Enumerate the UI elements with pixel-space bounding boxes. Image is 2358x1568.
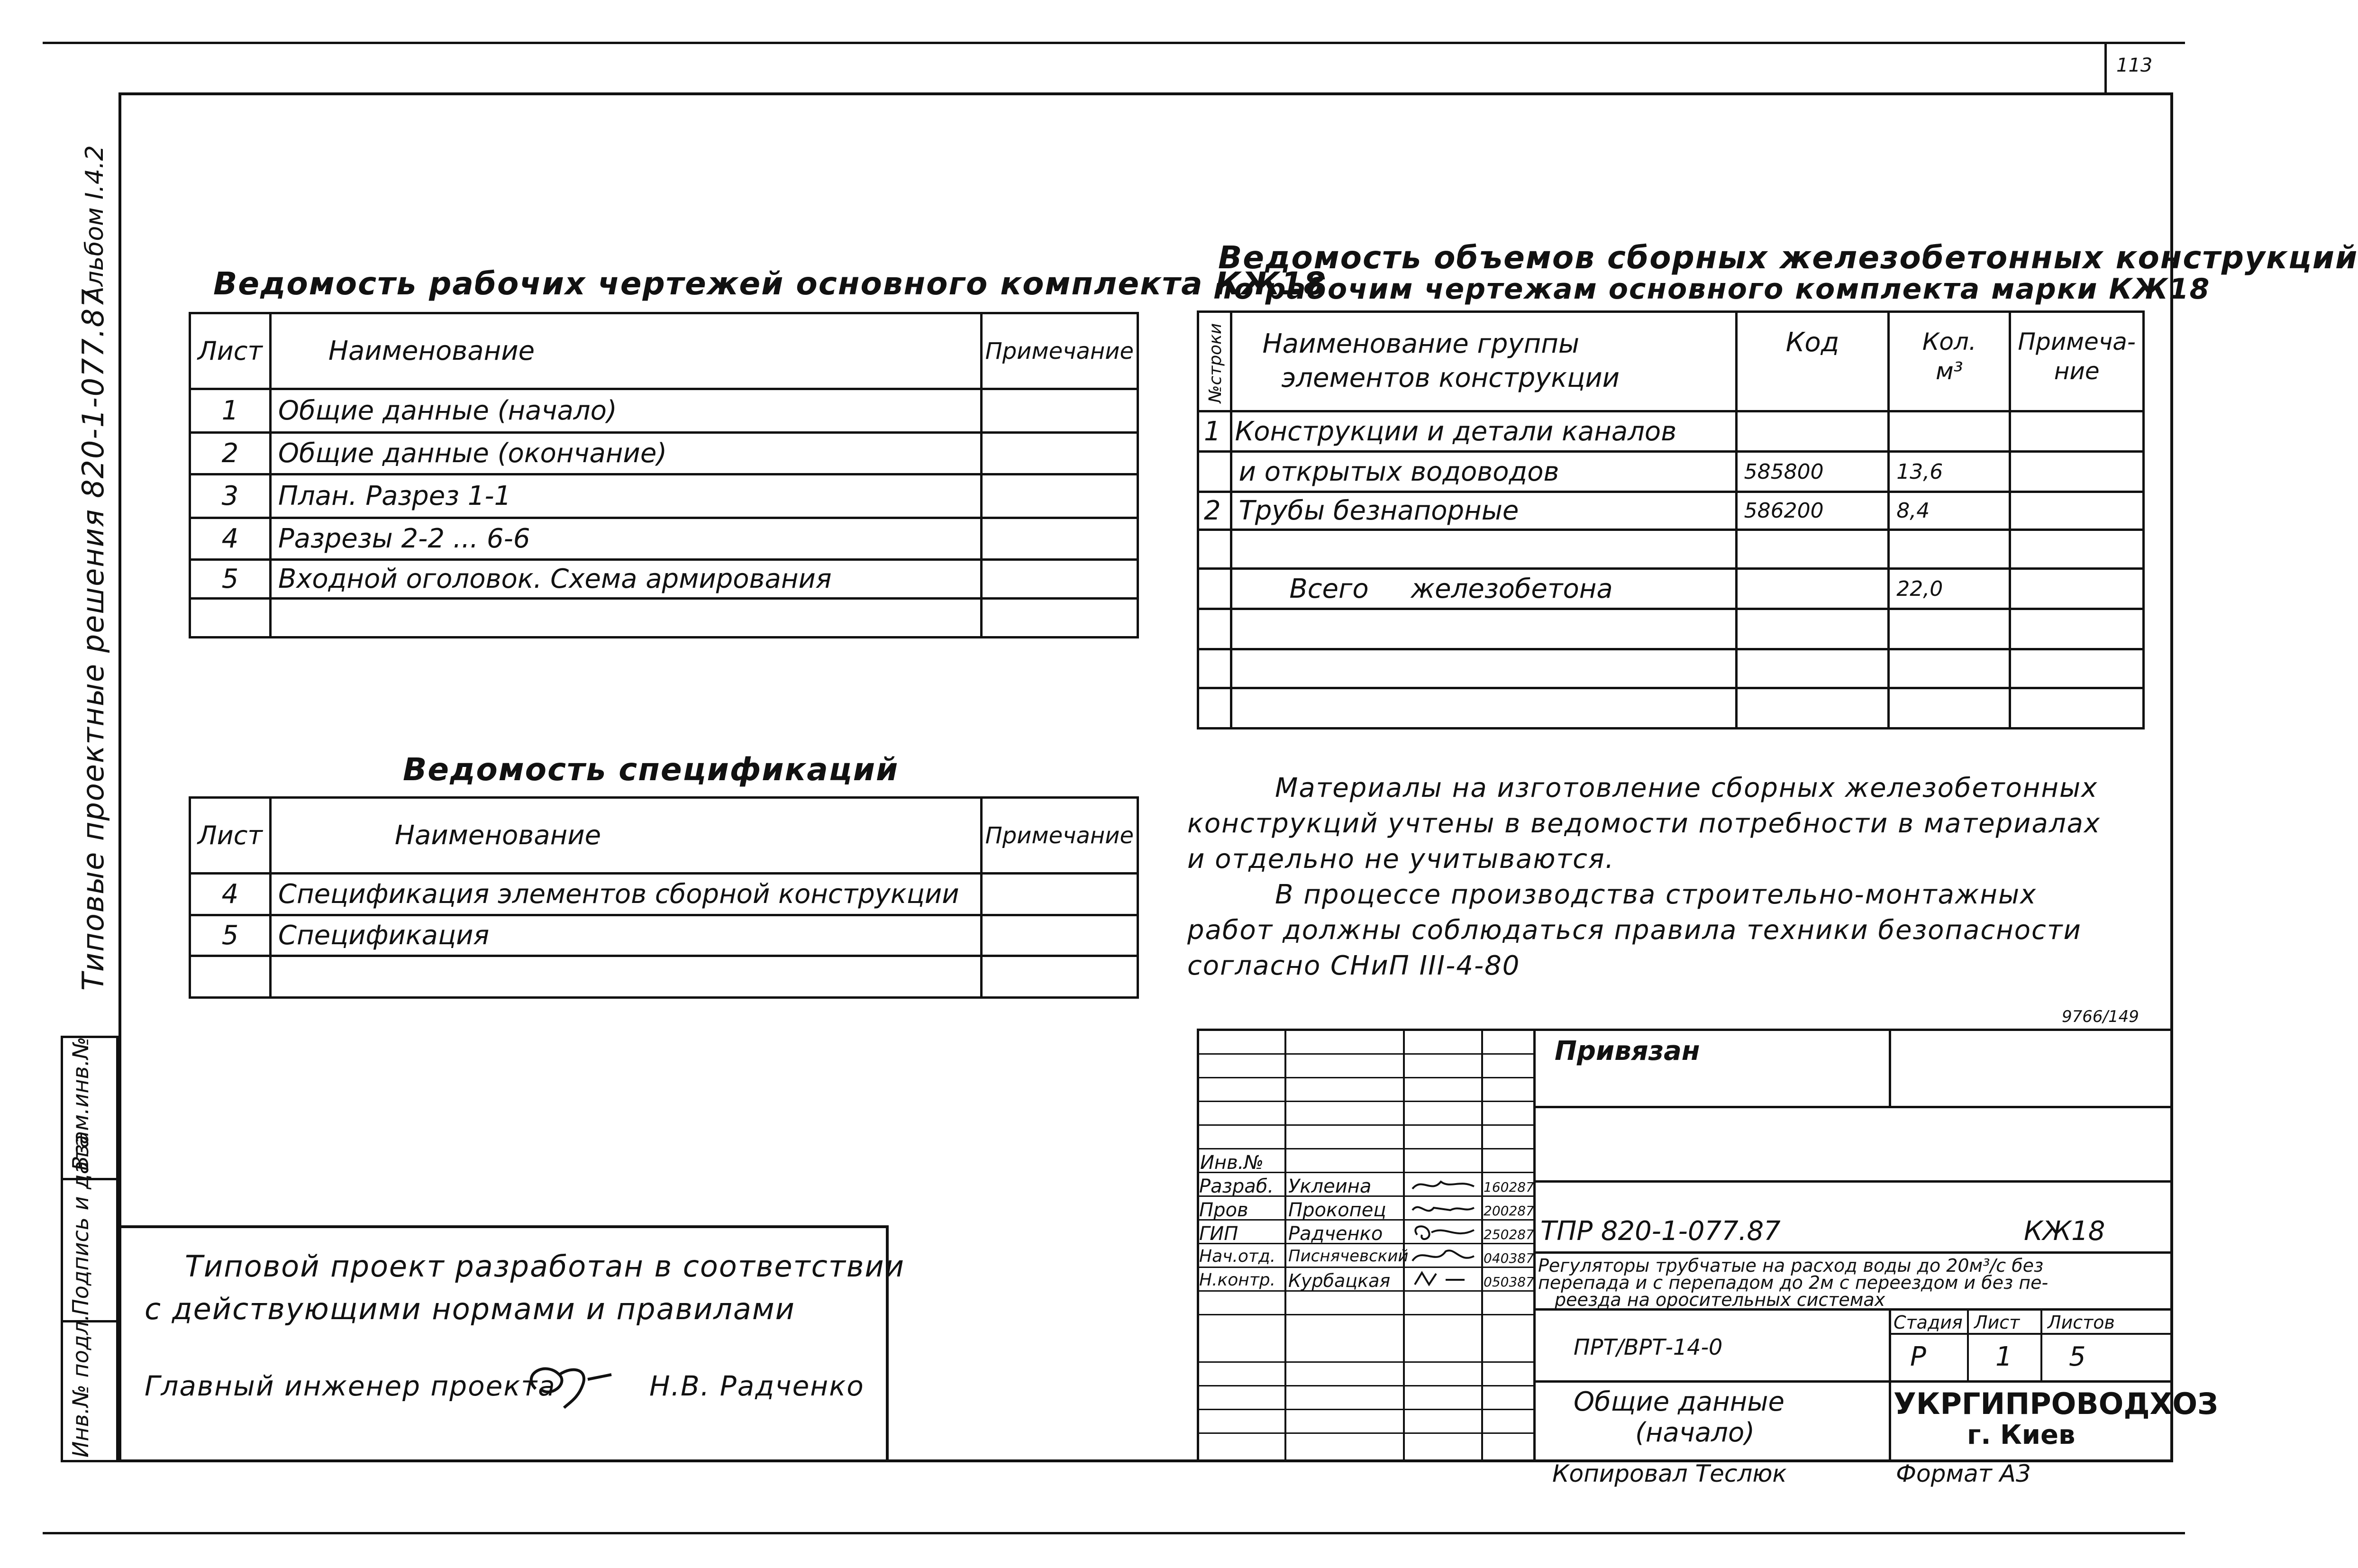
row-sheet: 4 [190,874,271,915]
header-note-line1: Примеча- [2018,328,2136,356]
staff-date-1: 160287 [1484,1179,1534,1195]
note-line-1: Материалы на изготовление сборных железобетонных [1275,773,2098,803]
header-note-line2: ние [2054,357,2100,385]
tb-hline [1197,1361,1533,1363]
specs-table-title: Ведомость спецификаций [403,751,899,788]
row-number: 1 [1198,411,1231,452]
header-note [2010,312,2144,411]
header-sheet: Лист [190,313,271,389]
table-row [190,599,1138,638]
table-row [190,518,1138,560]
volumes-title-line2: по рабочим чертежам основного комплекта марки КЖ18 [1213,273,2211,306]
signature-2-icon [1408,1198,1479,1220]
signature-5-icon [1408,1268,1479,1291]
stage-value: Р [1910,1341,1926,1372]
row-name: Трубы безнапорные [1231,492,1736,530]
table-row [190,915,1138,956]
row-note [981,874,1138,915]
row-name [1231,530,1736,569]
note-line-2: конструкций учтены в ведомости потребности в материалах [1187,808,2101,839]
sheet-title-line-1: Общие данные [1574,1386,1784,1417]
format-label: Формат А3 [1896,1460,2031,1487]
row-sheet: 3 [190,474,271,518]
header-group-name-line1: Наименование группы [1262,328,1580,359]
row-qty [1889,530,2010,569]
row-qty [1889,688,2010,729]
sheet-label: Лист [1974,1312,2020,1333]
tb-hline [1533,1106,2173,1108]
volumes-title-line1: Ведомость объемов сборных железобетонных конструкций [1218,239,2358,276]
tb-vline [1481,1029,1483,1462]
drawing-mark: КЖ18 [2024,1216,2105,1247]
row-number [1198,649,1231,688]
row-name [1231,649,1736,688]
row-note [981,389,1138,433]
description-line-2: перепада и с перепадом до 2м с переездом и без пе- [1538,1272,2048,1293]
tb-hline [1197,1314,1533,1315]
tb-vline [1967,1308,1969,1380]
chief-signature-icon [517,1356,626,1413]
tb-hline [1533,1380,2173,1383]
tb-vline [1403,1029,1405,1462]
note-line-3: и отдельно не учитываются. [1187,844,1615,875]
tb-hline [1197,1124,1533,1126]
table-row [190,433,1138,474]
staff-role-2: Пров [1199,1199,1248,1221]
row-sheet: 5 [190,560,271,599]
tb-vline [1889,1029,1891,1107]
row-note [2010,569,2144,609]
staff-name-4: Писнячевский [1288,1247,1409,1266]
row-name: Разрезы 2-2 ... 6-6 [270,518,981,560]
row-qty: 8,4 [1889,492,2010,530]
sheets-label: Листов [2048,1312,2115,1333]
row-number [1198,530,1231,569]
table-row [1198,530,2144,569]
table-row [190,874,1138,915]
row-qty [1889,411,2010,452]
row-note [981,915,1138,956]
left-approval-strip [61,1036,118,1462]
staff-date-2: 200287 [1484,1203,1534,1219]
header-note: Примечание [981,313,1138,389]
tb-hline [1889,1333,2173,1335]
header-group-name-line2: элементов конструкции [1281,363,1620,393]
specs-table [189,796,1139,999]
row-code [1736,411,1889,452]
staff-role-1: Разраб. [1199,1176,1274,1197]
top-rule [43,42,2185,44]
sheet-title-line-2: (начало) [1635,1417,1755,1448]
header-note: Примечание [981,798,1138,874]
staff-date-4: 040387 [1484,1250,1534,1266]
table-row [190,389,1138,433]
row-number: 2 [1198,492,1231,530]
row-note [2010,688,2144,729]
table-row [1198,411,2144,452]
tb-hline [1197,1409,1533,1410]
drawings-table-title: Ведомость рабочих чертежей основного комплекта КЖ18 [213,265,1327,302]
row-name [270,599,981,638]
tb-vline [1533,1029,1536,1462]
row-name: Спецификация [270,915,981,956]
row-code [1736,530,1889,569]
row-code [1736,649,1889,688]
staff-name-3: Радченко [1288,1223,1383,1245]
chief-engineer-name: Н.В. Радченко [649,1370,865,1402]
tb-hline [1197,1101,1533,1102]
tb-vline [1284,1029,1286,1462]
row-name: и открытых водоводов [1231,452,1736,492]
staff-name-5: Курбацкая [1288,1270,1391,1291]
row-note [981,599,1138,638]
row-note [981,518,1138,560]
row-name: Общие данные (начало) [270,389,981,433]
tb-vline [1889,1308,1891,1462]
project-code: ТПР 820-1-077.87 [1540,1216,1781,1247]
table-row [1198,649,2144,688]
tb-hline [1533,1180,2173,1183]
row-note [2010,452,2144,492]
row-name: Входной оголовок. Схема армирования [270,560,981,599]
tb-hline [1533,1251,2173,1254]
row-name: Всего железобетона [1231,569,1736,609]
row-note [2010,411,2144,452]
note-line-4: В процессе производства строительно-монтажных [1275,879,2037,910]
tb-hline [1197,1432,1533,1434]
row-name: Общие данные (окончание) [270,433,981,474]
table-row [1198,609,2144,649]
row-number [1198,452,1231,492]
volumes-table [1197,310,2145,729]
row-note [2010,649,2144,688]
tb-hline [1197,1053,1533,1055]
row-number [1198,688,1231,729]
row-note [981,433,1138,474]
row-note [2010,530,2144,569]
strip-replacement-inv: Взам.инв.№ [68,1036,93,1171]
row-sheet: 2 [190,433,271,474]
tb-hline [1197,1077,1533,1078]
row-note [981,474,1138,518]
header-qty-line1: Кол. [1922,328,1976,356]
staff-name-2: Прокопец [1288,1199,1386,1221]
staff-name-1: Уклеина [1288,1176,1372,1197]
staff-role-3: ГИП [1199,1223,1238,1245]
header-qty [1889,312,2010,411]
row-name: План. Разрез 1-1 [270,474,981,518]
row-note [981,560,1138,599]
table-row [190,956,1138,998]
album-label: Альбом I.4.2 [81,145,109,303]
staff-date-5: 050387 [1484,1274,1534,1290]
header-group-name [1231,312,1736,411]
signature-4-icon [1408,1244,1479,1267]
standard-line-2: с действующими нормами и правилами [145,1292,795,1326]
row-name: Спецификация элементов сборной конструкции [270,874,981,915]
header-sheet: Лист [190,798,271,874]
row-number [1198,609,1231,649]
standard-line-1: Типовой проект разработан в соответствии [185,1249,905,1284]
row-code [1736,609,1889,649]
staff-role-4: Нач.отд. [1199,1247,1276,1266]
row-code: 586200 [1736,492,1889,530]
attached-label: Привязан [1555,1036,1700,1067]
row-sheet: 1 [190,389,271,433]
header-qty-line2: м³ [1935,357,1963,385]
row-number [1198,569,1231,609]
row-code: 585800 [1736,452,1889,492]
chief-engineer-label: Главный инженер проекта [145,1370,556,1402]
series-label: Типовые проектные решения 820-1-077.87 [76,288,110,991]
organization-city: г. Киев [1967,1420,2076,1450]
row-sheet [190,956,271,998]
row-note [2010,492,2144,530]
staff-date-3: 250287 [1484,1227,1534,1242]
document-code: ПРТ/ВРТ-14-0 [1574,1334,1723,1360]
row-qty [1889,609,2010,649]
header-name: Наименование [270,313,981,389]
row-sheet [190,599,271,638]
stage-label: Стадия [1894,1312,1963,1333]
row-note [2010,609,2144,649]
header-name: Наименование [270,798,981,874]
table-row [190,560,1138,599]
sheet-number: 113 [2116,55,2153,76]
row-name [1231,609,1736,649]
row-note [981,956,1138,998]
row-sheet: 4 [190,518,271,560]
row-qty [1889,649,2010,688]
bottom-rule [43,1532,2185,1534]
signature-3-icon [1408,1221,1479,1243]
row-code [1736,569,1889,609]
tb-vline [2040,1308,2042,1380]
row-name [270,956,981,998]
table-row [1198,492,2144,530]
inv-label: Инв.№ [1200,1152,1264,1174]
tb-hline [1197,1148,1533,1149]
header-row-number [1198,312,1231,411]
table-row [1198,452,2144,492]
header-code: Код [1736,312,1889,411]
drawings-table [189,312,1139,638]
archive-tag: 9766/149 [2062,1007,2139,1026]
organization-name: УКРГИПРОВОДХОЗ [1894,1386,2219,1421]
description-line-1: Регуляторы трубчатые на расход воды до 20м³/с без [1538,1255,2044,1276]
strip-original-inv: Инв.№ подл. [68,1314,93,1458]
row-sheet: 5 [190,915,271,956]
row-qty: 22,0 [1889,569,2010,609]
tb-hline [1197,1385,1533,1386]
table-row [1198,569,2144,609]
header-row-number-text: №строки [1206,323,1225,403]
note-line-6: согласно СНиП III-4-80 [1187,950,1520,981]
copied-by: Копировал Теслюк [1552,1460,1787,1487]
note-line-5: работ должны соблюдаться правила техники безопасности [1187,915,2082,946]
sheets-value: 5 [2069,1341,2086,1372]
row-qty: 13,6 [1889,452,2010,492]
row-name [1231,688,1736,729]
sheet-value: 1 [1995,1341,2012,1372]
description-line-3: реезда на оросительных системах [1555,1289,1885,1310]
signature-1-icon [1408,1175,1479,1196]
staff-role-5: Н.контр. [1199,1270,1276,1290]
row-code [1736,688,1889,729]
table-row [190,474,1138,518]
tb-hline [1197,1267,1533,1268]
strip-signature-date: Подпись и дата [68,1134,93,1315]
row-name: Конструкции и детали каналов [1231,411,1736,452]
table-row [1198,688,2144,729]
